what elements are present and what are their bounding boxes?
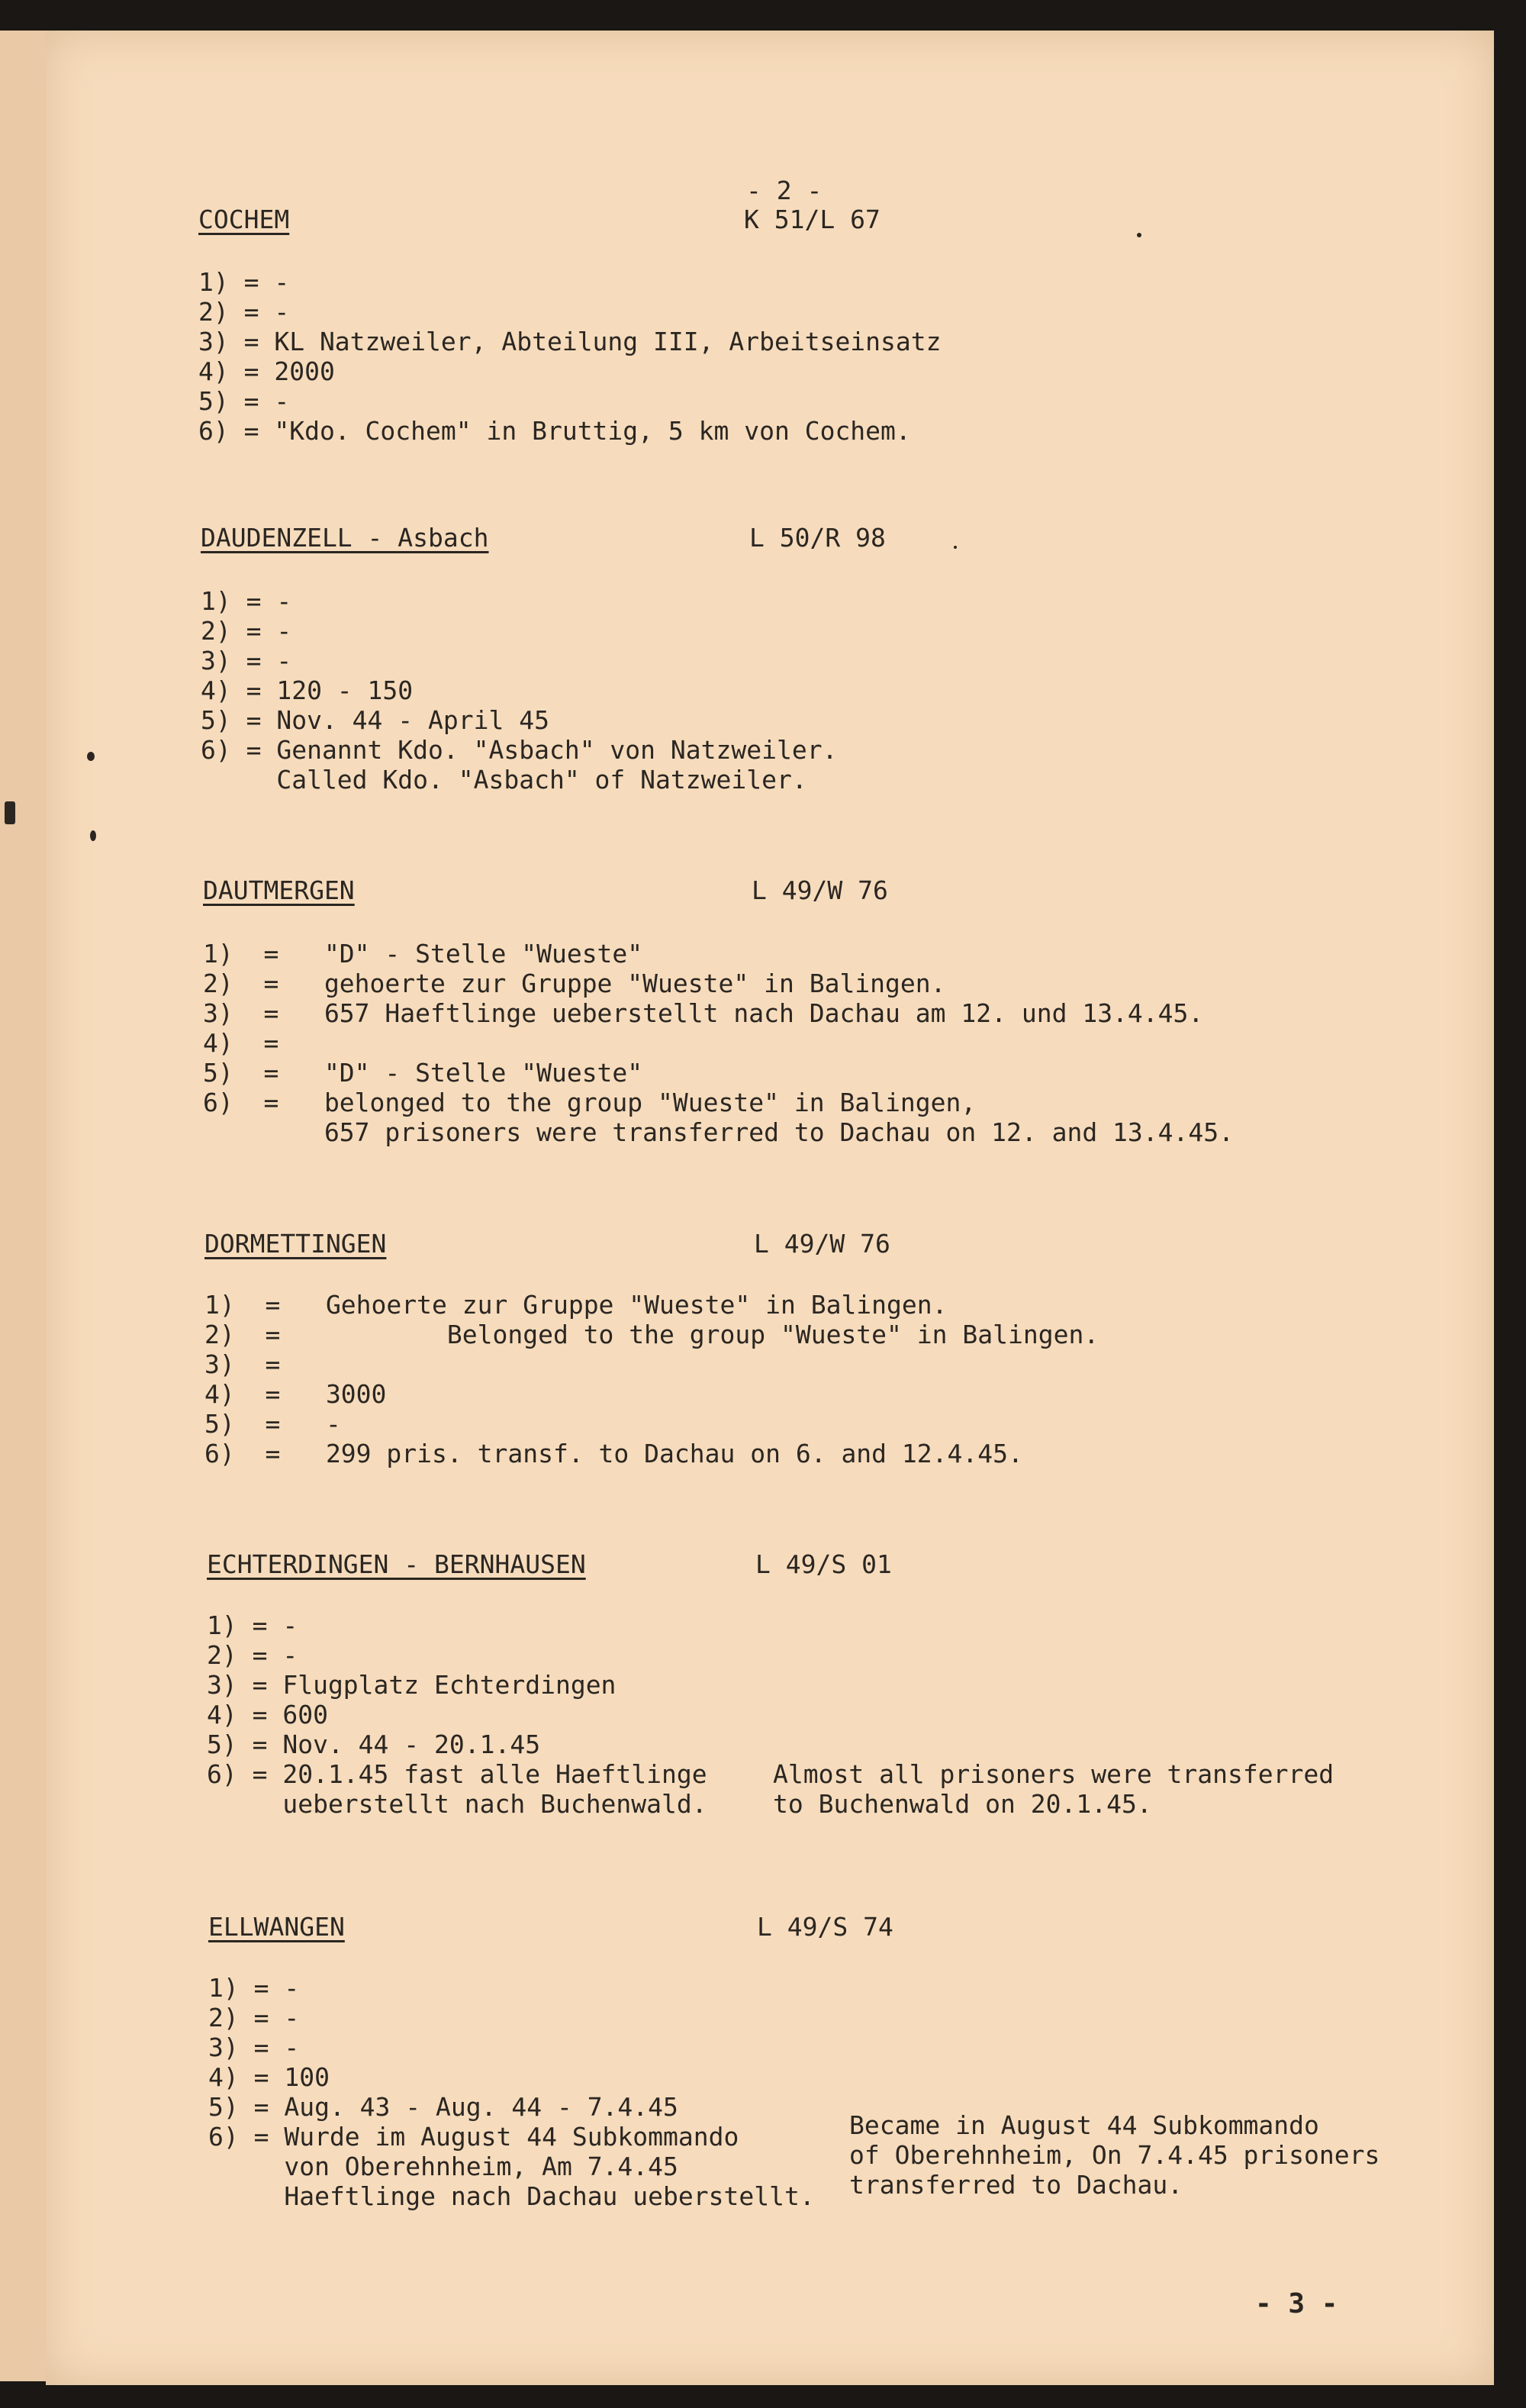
paper-speck — [1137, 233, 1141, 237]
entry-ref-daudenzell: L 50/R 98 — [749, 523, 886, 553]
entry-english-ellwangen — [849, 2110, 1380, 2200]
back-page-edge — [0, 31, 50, 2381]
entry-lines-ellwangen — [208, 1973, 815, 2211]
entry-line: 5) = Nov. 44 - 20.1.45 — [207, 1729, 541, 1759]
entry-heading-dautmergen: DAUTMERGEN — [203, 875, 355, 905]
entry-lines-cochem — [198, 267, 942, 446]
entry-line: 2) = - — [207, 1640, 298, 1670]
entry-line: 2) = gehoerte zur Gruppe "Wueste" in Balingen. — [203, 969, 946, 998]
document-page — [46, 31, 1494, 2385]
entry-line: 4) = 3000 — [204, 1379, 387, 1409]
entry-line: 4) = 100 — [208, 2062, 330, 2092]
entry-line: 6) = 299 pris. transf. to Dachau on 6. and 12.4.45. — [204, 1439, 1023, 1468]
entry-line: 2) = Belonged to the group "Wueste" in Balingen. — [204, 1320, 1099, 1349]
entry-line: 1) = "D" - Stelle "Wueste" — [203, 939, 643, 969]
entry-line: 4) = 2000 — [198, 356, 335, 386]
entry-lines-dormettingen — [204, 1290, 1099, 1468]
margin-mark — [90, 830, 96, 841]
entry-heading-daudenzell: DAUDENZELL - Asbach — [201, 523, 489, 553]
entry-line: 2) = - — [201, 616, 292, 646]
entry-line: 2) = - — [198, 297, 290, 327]
entry-lines-echterdingen — [207, 1610, 707, 1819]
entry-line: 5) = - — [204, 1409, 341, 1439]
entry-line: 5) = Nov. 44 - April 45 — [201, 705, 549, 735]
entry-line: 1) = - — [201, 586, 292, 616]
entry-line: 1) = - — [207, 1610, 298, 1640]
entry-line: 3) = - — [208, 2032, 300, 2062]
entry-line: 5) = "D" - Stelle "Wueste" — [203, 1058, 643, 1088]
entry-heading-ellwangen: ELLWANGEN — [208, 1912, 345, 1942]
entry-line: 6) = Wurde im August 44 Subkommando — [208, 2122, 739, 2152]
entry-line: 6) = belonged to the group "Wueste" in Balingen, — [203, 1088, 977, 1117]
entry-line: von Oberehnheim, Am 7.4.45 — [208, 2152, 678, 2181]
entry-line: 6) = Genannt Kdo. "Asbach" von Natzweiler. — [201, 735, 838, 765]
english-line: Almost all prisoners were transferred — [773, 1759, 1334, 1789]
entry-ref-cochem: K 51/L 67 — [744, 205, 881, 234]
entry-line: 3) = 657 Haeftlinge ueberstellt nach Dachau am 12. und 13.4.45. — [203, 998, 1204, 1028]
entry-ref-ellwangen: L 49/S 74 — [757, 1912, 893, 1942]
entry-line: 3) = Flugplatz Echterdingen — [207, 1670, 617, 1700]
entry-lines-dautmergen — [203, 939, 1234, 1147]
entry-line: 4) = 120 - 150 — [201, 675, 414, 705]
entry-line: 6) = 20.1.45 fast alle Haeftlinge — [207, 1759, 707, 1789]
entry-line: 4) = 600 — [207, 1700, 328, 1729]
paper-speck — [954, 546, 957, 549]
entry-line: 5) = Aug. 43 - Aug. 44 - 7.4.45 — [208, 2092, 678, 2122]
english-line: Became in August 44 Subkommando — [849, 2110, 1319, 2140]
entry-line: 2) = - — [208, 2003, 300, 2032]
margin-mark — [5, 801, 15, 824]
entry-ref-dormettingen: L 49/W 76 — [754, 1229, 890, 1259]
entry-line: ueberstellt nach Buchenwald. — [207, 1789, 707, 1819]
entry-line: 3) = - — [201, 646, 292, 675]
entry-english-echterdingen — [773, 1759, 1334, 1819]
english-line: to Buchenwald on 20.1.45. — [773, 1789, 1152, 1819]
page-number-top: - 2 - — [746, 176, 823, 205]
entry-heading-cochem: COCHEM — [198, 205, 290, 234]
entry-line: 6) = "Kdo. Cochem" in Bruttig, 5 km von Cochem. — [198, 416, 911, 446]
english-line: transferred to Dachau. — [849, 2170, 1183, 2200]
entry-line: Haeftlinge nach Dachau ueberstellt. — [208, 2181, 815, 2211]
entry-line: 3) = KL Natzweiler, Abteilung III, Arbeitseinsatz — [198, 327, 942, 356]
page-number-bottom: - 3 - — [1255, 2288, 1338, 2319]
entry-line: 1) = Gehoerte zur Gruppe "Wueste" in Balingen. — [204, 1290, 948, 1320]
entry-line: 1) = - — [208, 1973, 300, 2003]
entry-ref-dautmergen: L 49/W 76 — [752, 875, 888, 905]
entry-heading-echterdingen: ECHTERDINGEN - BERNHAUSEN — [207, 1549, 586, 1579]
entry-lines-daudenzell — [201, 586, 837, 795]
entry-heading-dormettingen: DORMETTINGEN — [204, 1229, 387, 1259]
entry-line: Called Kdo. "Asbach" of Natzweiler. — [201, 765, 807, 795]
entry-line: 4) = — [203, 1028, 279, 1058]
entry-line: 3) = — [204, 1349, 281, 1379]
entry-line: 657 prisoners were transferred to Dachau on 12. and 13.4.45. — [203, 1117, 1235, 1147]
entry-line: 1) = - — [198, 267, 290, 297]
entry-ref-echterdingen: L 49/S 01 — [755, 1549, 892, 1579]
english-line: of Oberehnheim, On 7.4.45 prisoners — [849, 2140, 1380, 2170]
margin-mark — [87, 752, 95, 761]
entry-line: 5) = - — [198, 386, 290, 416]
